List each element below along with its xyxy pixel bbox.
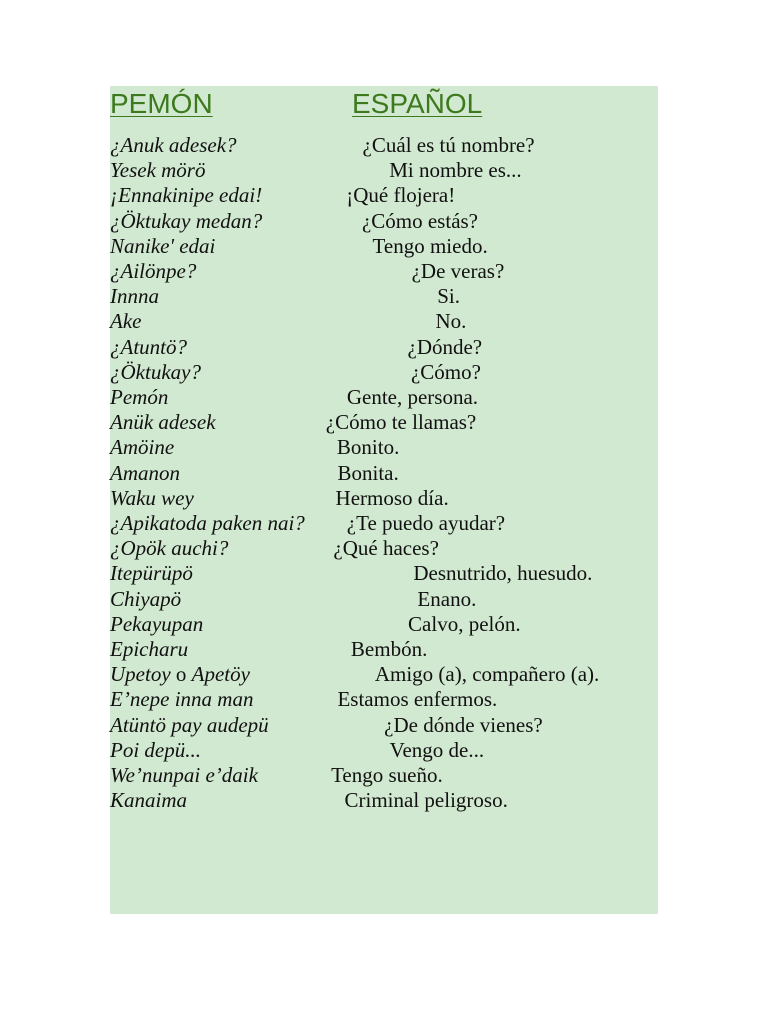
pemon-phrase: ¿Apikatoda paken nai? xyxy=(110,511,305,536)
phrase-row xyxy=(110,360,658,385)
conjunction: o xyxy=(170,662,192,687)
pemon-phrase: Atüntö pay audepü xyxy=(110,712,269,737)
column-spacing xyxy=(305,511,347,535)
column-spacing xyxy=(187,788,345,812)
column-spacing xyxy=(237,133,363,157)
spanish-translation: ¿Cómo? xyxy=(410,359,481,384)
column-spacing xyxy=(181,587,417,611)
pemon-phrase: Amöine xyxy=(110,435,175,460)
spanish-translation: Tengo sueño. xyxy=(331,763,443,788)
phrase-row xyxy=(110,309,658,334)
pemon-phrase: ¡Ennakinipe edai! xyxy=(110,183,263,208)
column-spacing xyxy=(253,687,337,711)
header-pemon: PEMÓN xyxy=(110,88,213,119)
pemon-phrase: Epicharu xyxy=(110,637,189,662)
phrase-row xyxy=(110,587,658,612)
column-spacing xyxy=(203,612,408,636)
column-spacing xyxy=(216,410,326,434)
phrase-row xyxy=(110,410,658,435)
column-spacing xyxy=(215,234,372,258)
column-spacing xyxy=(201,360,411,384)
spanish-translation: ¿Cómo estás? xyxy=(361,208,479,233)
phrase-row xyxy=(110,536,658,561)
pemon-phrase: Poi depü... xyxy=(110,737,201,762)
pemon-phrase: Ake xyxy=(110,309,142,334)
column-spacing xyxy=(258,763,331,787)
column-spacing xyxy=(262,209,362,233)
spanish-translation: Calvo, pelón. xyxy=(408,611,521,636)
spanish-translation: ¿Cómo te llamas? xyxy=(325,410,477,435)
spanish-translation: Gente, persona. xyxy=(346,385,479,410)
spanish-translation: Criminal peligroso. xyxy=(344,788,508,813)
phrase-row xyxy=(110,763,658,788)
column-spacing xyxy=(168,385,347,409)
phrase-row xyxy=(110,612,658,637)
pemon-phrase: Innna xyxy=(110,284,159,309)
pemon-phrase: E’nepe inna man xyxy=(110,687,254,712)
phrase-row xyxy=(110,385,658,410)
pemon-phrase: Pekayupan xyxy=(110,611,204,636)
spanish-translation: ¡Qué flojera! xyxy=(346,183,456,208)
spanish-translation: ¿Cuál es tú nombre? xyxy=(362,133,535,157)
column-spacing xyxy=(205,158,389,182)
spanish-translation: Mi nombre es... xyxy=(389,158,522,183)
phrase-row xyxy=(110,259,658,284)
spanish-translation: Tengo miedo. xyxy=(372,233,488,258)
column-spacing xyxy=(228,536,333,560)
phrase-row xyxy=(110,788,658,813)
spanish-translation: Vengo de... xyxy=(389,737,485,762)
phrase-row xyxy=(110,284,658,309)
phrase-row xyxy=(110,486,658,511)
column-spacing xyxy=(188,637,351,661)
column-spacing xyxy=(250,662,375,686)
phrase-document xyxy=(110,86,658,914)
pemon-phrase: Amanon xyxy=(110,460,180,485)
spanish-translation: Desnutrido, huesudo. xyxy=(413,561,593,586)
phrase-row xyxy=(110,234,658,259)
spanish-translation: Enano. xyxy=(417,586,477,611)
pemon-phrase: We’nunpai e’daik xyxy=(110,763,258,788)
spanish-translation: Amigo (a), compañero (a). xyxy=(374,662,600,687)
pemon-phrase: Upetoy xyxy=(110,662,171,687)
pemon-phrase: Anük adesek xyxy=(110,410,216,435)
spanish-translation: Bembón. xyxy=(350,637,428,662)
pemon-phrase: Nanike' edai xyxy=(110,233,216,258)
column-spacing xyxy=(201,738,390,762)
pemon-phrase: ¿Atuntö? xyxy=(110,334,187,359)
spanish-translation: ¿De dónde vienes? xyxy=(384,712,543,737)
pemon-phrase: ¿Öktukay medan? xyxy=(110,208,263,233)
phrase-row xyxy=(110,713,658,738)
spanish-translation: Hermoso día. xyxy=(335,485,449,510)
phrase-row xyxy=(110,662,658,687)
pemon-phrase: ¿Anuk adesek? xyxy=(110,133,237,157)
spanish-translation: Si. xyxy=(437,284,461,309)
pemon-phrase: ¿Opök auchi? xyxy=(110,536,229,561)
column-spacing xyxy=(194,486,336,510)
column-spacing xyxy=(180,461,338,485)
column-spacing xyxy=(193,561,414,585)
column-spacing xyxy=(141,309,435,333)
phrase-row xyxy=(110,511,658,536)
phrase-row xyxy=(110,461,658,486)
column-spacing xyxy=(196,259,411,283)
spanish-translation: ¿Qué haces? xyxy=(333,536,439,561)
pemon-phrase: Kanaima xyxy=(110,788,188,813)
pemon-phrase-alt: Apetöy xyxy=(191,662,250,687)
column-spacing xyxy=(187,335,408,359)
pemon-phrase: ¿Ailönpe? xyxy=(110,259,197,284)
column-spacing xyxy=(262,183,346,207)
column-spacing xyxy=(159,284,437,308)
column-spacing xyxy=(174,435,337,459)
pemon-phrase: Itepürüpö xyxy=(110,561,193,586)
spanish-translation: ¿Te puedo ayudar? xyxy=(346,511,506,536)
pemon-phrase: Waku wey xyxy=(110,485,194,510)
spanish-translation: No. xyxy=(435,309,467,334)
phrase-row xyxy=(110,335,658,360)
pemon-phrase: ¿Öktukay? xyxy=(110,359,201,384)
phrase-row xyxy=(110,209,658,234)
phrase-row xyxy=(110,158,658,183)
phrase-row xyxy=(110,687,658,712)
header-espanol: ESPAÑOL xyxy=(352,88,483,119)
phrase-row xyxy=(110,561,658,586)
column-spacing xyxy=(269,713,385,737)
phrase-row xyxy=(110,183,658,208)
phrase-row xyxy=(110,133,658,158)
pemon-phrase: Yesek mörö xyxy=(110,158,206,183)
phrase-row xyxy=(110,738,658,763)
spanish-translation: Bonito. xyxy=(336,435,400,460)
spanish-translation: ¿Dónde? xyxy=(407,334,483,359)
phrase-list xyxy=(110,133,658,813)
spanish-translation: ¿De veras? xyxy=(411,259,505,284)
spanish-translation: Estamos enfermos. xyxy=(337,687,498,712)
spanish-translation: Bonita. xyxy=(337,460,399,485)
pemon-phrase: Chiyapö xyxy=(110,586,182,611)
phrase-row xyxy=(110,637,658,662)
phrase-row xyxy=(110,435,658,460)
pemon-phrase: Pemón xyxy=(110,385,169,410)
